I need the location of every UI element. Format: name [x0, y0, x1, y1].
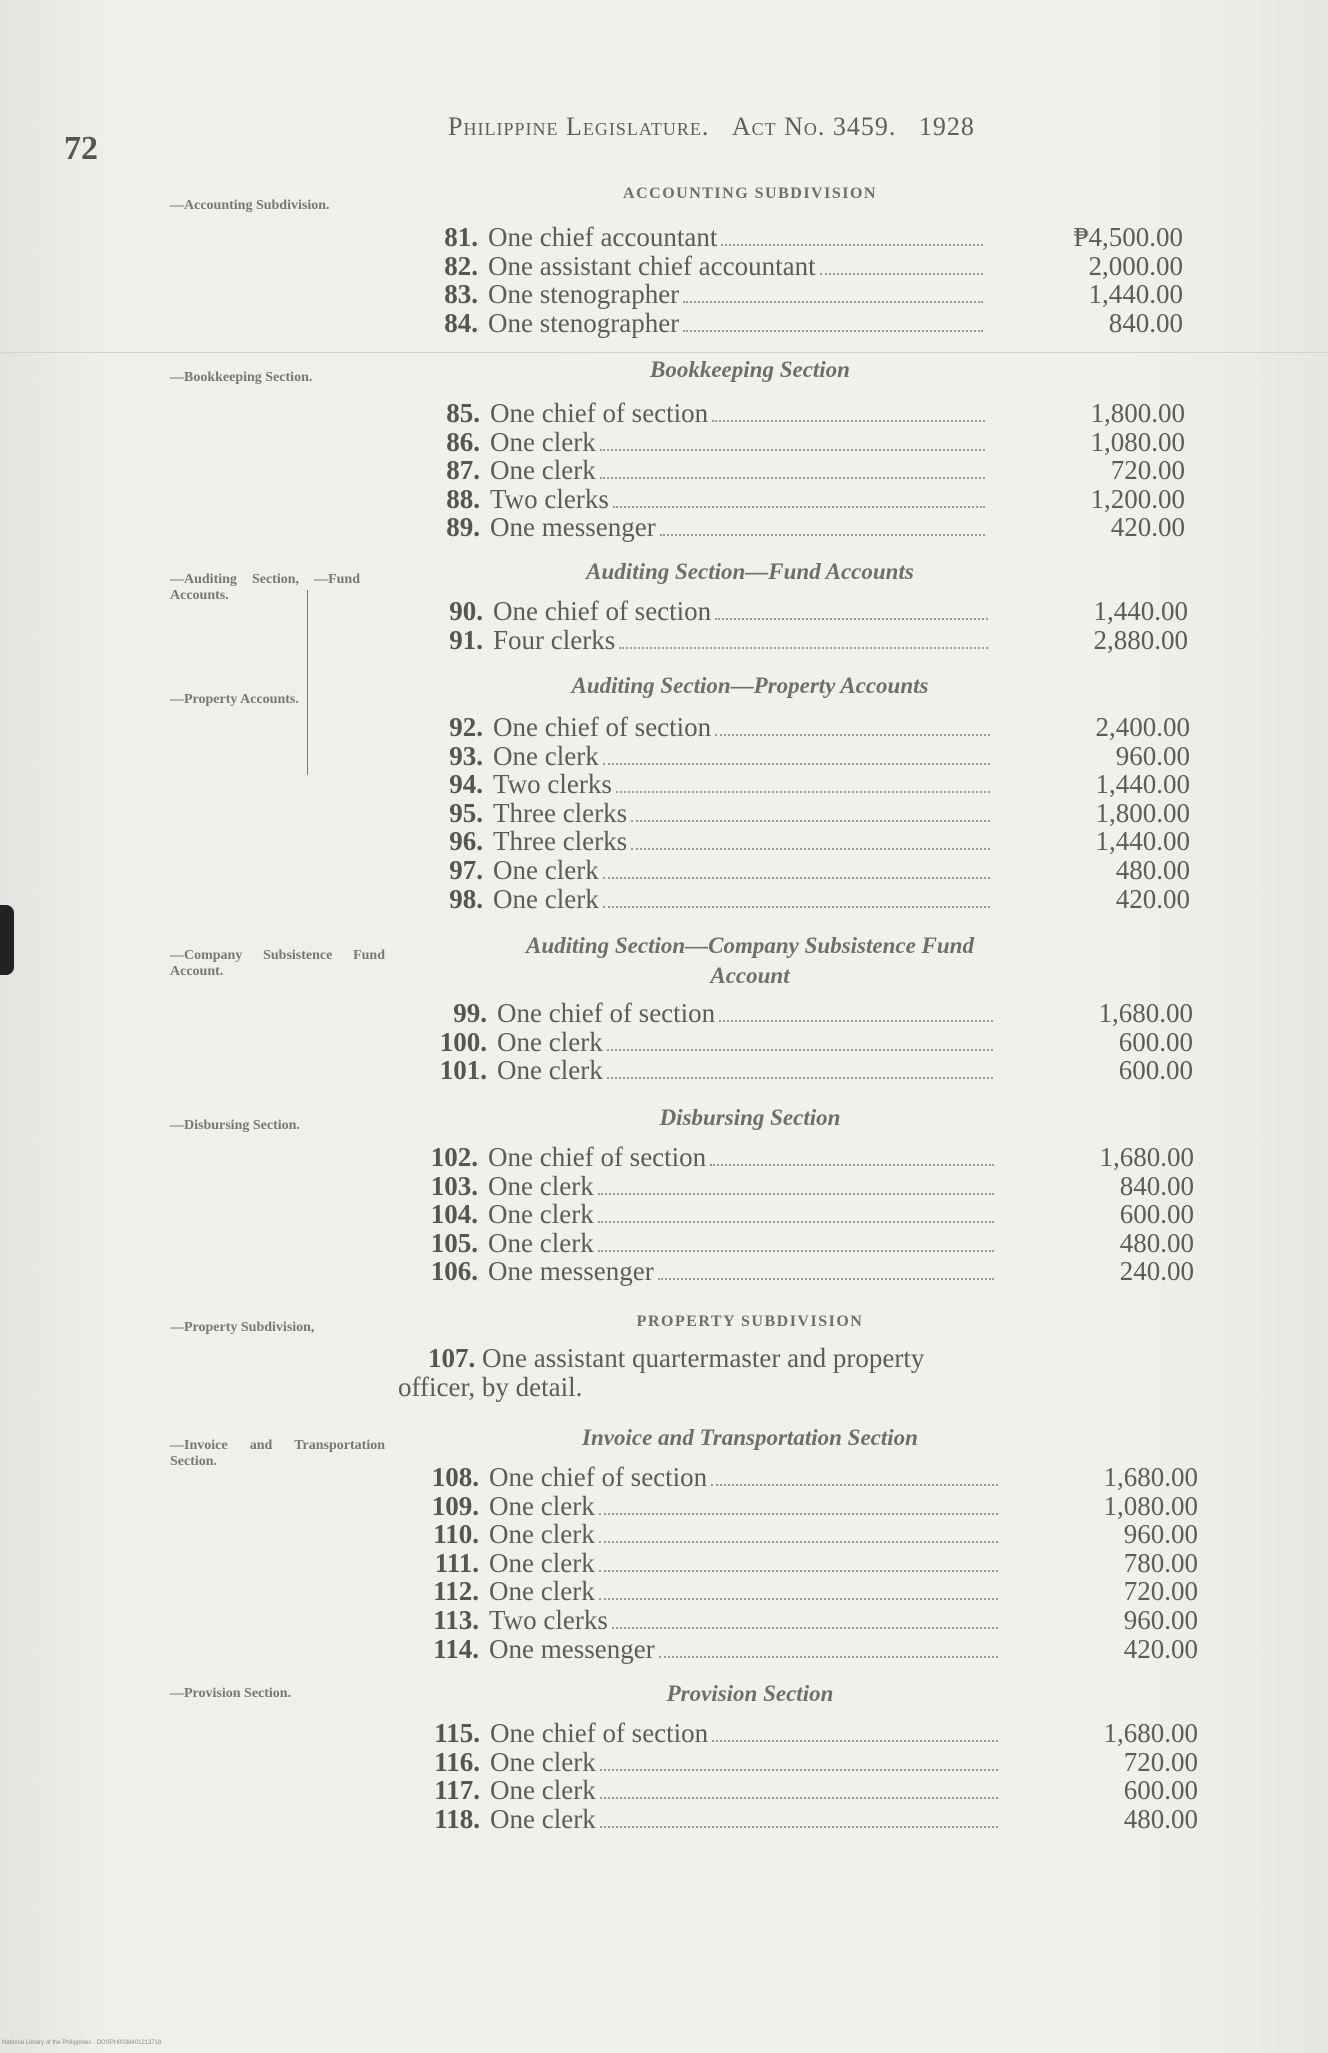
dot-leader — [612, 1605, 998, 1629]
item-amount: 240.00 — [1119, 1256, 1194, 1287]
item-number: 113. — [433, 1605, 479, 1635]
item-description: One clerk — [488, 1227, 594, 1258]
line-item — [432, 1027, 1193, 1056]
line-item — [425, 484, 1185, 513]
section-heading: Auditing Section—Company Subsistence Fund — [526, 933, 974, 958]
item-amount: 2,000.00 — [1088, 250, 1183, 281]
item-number: 99. — [453, 998, 487, 1028]
dot-leader — [820, 251, 983, 275]
dot-leader — [712, 398, 985, 422]
line-item — [423, 1256, 1194, 1285]
item-amount: 960.00 — [1123, 1605, 1198, 1635]
margin-note: —Auditing Section, —Fund Accounts. — [170, 572, 360, 603]
item-number: 86. — [446, 426, 480, 457]
item-description: One clerk — [489, 1490, 595, 1521]
dot-leader — [658, 1256, 994, 1280]
item-number: 101. — [439, 1055, 487, 1086]
item-number: 98. — [449, 883, 483, 914]
dot-leader — [598, 1199, 994, 1223]
item-amount: 600.00 — [1119, 1199, 1194, 1230]
dot-leader — [712, 1718, 998, 1742]
line-item — [428, 826, 1190, 855]
dot-leader — [619, 625, 988, 649]
item-description: Four clerks — [493, 624, 616, 655]
dot-leader — [607, 1055, 993, 1079]
item-description: One clerk — [493, 740, 599, 771]
dot-leader — [599, 1576, 998, 1600]
item-number: 93. — [449, 740, 483, 771]
item-amount: 720.00 — [1110, 455, 1185, 486]
item-description: One clerk — [497, 1055, 603, 1086]
item-description: One clerk — [488, 1199, 594, 1230]
section-heading: Disbursing Section — [659, 1105, 841, 1130]
dot-leader — [710, 1142, 994, 1166]
item-description: One chief of section — [490, 1718, 709, 1748]
item-description: One chief of section — [497, 998, 716, 1028]
item-description: One messenger — [489, 1633, 655, 1664]
section-heading: PROPERTY SUBDIVISION — [636, 1313, 864, 1330]
item-number: 94. — [449, 769, 483, 800]
header-year: 1928 — [918, 112, 975, 141]
item-amount: 1,440.00 — [1095, 826, 1190, 857]
dot-leader — [600, 1804, 998, 1828]
item-amount: 2,880.00 — [1093, 624, 1188, 655]
item-description: One chief of section — [490, 398, 709, 428]
pencil-mark — [307, 590, 308, 775]
item-amount: 1,800.00 — [1090, 398, 1185, 428]
line-item — [428, 884, 1190, 913]
item-amount: 780.00 — [1123, 1547, 1198, 1578]
item-description: One clerk — [490, 426, 596, 457]
item-amount: 840.00 — [1108, 307, 1183, 338]
line-item — [428, 712, 1190, 741]
dot-leader — [660, 512, 985, 536]
section-heading: Invoice and Transportation Section — [582, 1425, 918, 1450]
item-description: One chief of section — [493, 712, 712, 742]
line-item — [428, 625, 1188, 654]
item-number: 84. — [444, 307, 478, 338]
item-number: 100. — [439, 1026, 487, 1057]
dot-leader — [721, 222, 983, 246]
line-item — [428, 798, 1190, 827]
line-item — [424, 1576, 1198, 1605]
margin-note: —Property Accounts. — [170, 692, 299, 707]
item-number: 115. — [434, 1718, 480, 1748]
item-number: 102. — [430, 1142, 478, 1172]
margin-note: —Bookkeeping Section. — [170, 370, 313, 385]
item-amount: 960.00 — [1115, 740, 1190, 771]
item-amount: 600.00 — [1118, 1026, 1193, 1057]
item-number: 89. — [446, 512, 480, 543]
line-item — [424, 1519, 1198, 1548]
item-amount: 480.00 — [1119, 1227, 1194, 1258]
item-amount: 960.00 — [1123, 1519, 1198, 1550]
item-description: One chief accountant — [488, 222, 718, 252]
line-item — [423, 308, 1183, 337]
item-number: 114. — [433, 1633, 479, 1664]
item-number: 87. — [446, 455, 480, 486]
line-item — [425, 1747, 1198, 1776]
header-title: Philippine Legislature. — [448, 112, 710, 141]
item-amount: 840.00 — [1119, 1170, 1194, 1201]
dot-leader — [616, 769, 990, 793]
item-number: 111. — [434, 1547, 479, 1578]
item-number: 85. — [446, 398, 480, 428]
item-number: 88. — [446, 483, 480, 514]
item-amount: 1,440.00 — [1093, 596, 1188, 626]
item-number: 112. — [433, 1576, 479, 1607]
item-description: One chief of section — [488, 1142, 707, 1172]
item-description: One clerk — [493, 855, 599, 885]
header-act: Act No. 3459. — [731, 112, 897, 141]
item-amount: 1,800.00 — [1095, 797, 1190, 828]
dot-leader — [600, 455, 985, 479]
dot-leader — [600, 1775, 998, 1799]
item-number: 91. — [449, 624, 483, 655]
item-number: 82. — [444, 250, 478, 281]
dot-leader — [719, 998, 993, 1022]
item-description: One chief of section — [489, 1462, 708, 1492]
line-item — [424, 1605, 1198, 1634]
dot-leader — [599, 1491, 998, 1515]
section-heading: Provision Section — [666, 1681, 834, 1706]
line-item — [428, 855, 1190, 884]
item-amount: 600.00 — [1123, 1775, 1198, 1806]
item-number: 110. — [433, 1519, 479, 1550]
item-number: 95. — [449, 797, 483, 828]
item-description: Two clerks — [490, 483, 609, 514]
item-amount: 1,200.00 — [1090, 483, 1185, 514]
binding-clip — [0, 905, 14, 975]
section-heading: Bookkeeping Section — [650, 357, 850, 382]
item-description: One clerk — [489, 1519, 595, 1550]
dot-leader — [683, 279, 983, 303]
dot-leader — [600, 1747, 998, 1771]
item-amount: 420.00 — [1110, 512, 1185, 543]
item-number: 90. — [449, 596, 483, 626]
item-amount: 720.00 — [1123, 1576, 1198, 1607]
dot-leader — [598, 1171, 994, 1195]
item-number: 97. — [449, 855, 483, 885]
item-description: Two clerks — [489, 1605, 608, 1635]
item-amount: 420.00 — [1115, 883, 1190, 914]
line-item — [423, 1142, 1194, 1171]
line-item — [423, 1171, 1194, 1200]
dot-leader — [659, 1634, 998, 1658]
line-item — [425, 512, 1185, 541]
line-item — [425, 427, 1185, 456]
dot-leader — [603, 884, 990, 908]
item-description: One clerk — [490, 455, 596, 486]
item-description: One clerk — [490, 1803, 596, 1834]
dot-leader — [613, 484, 985, 508]
margin-note: —Invoice and Transportation Section. — [170, 1438, 385, 1469]
item-number: 104. — [430, 1199, 478, 1230]
item-amount: ₱4,500.00 — [1073, 222, 1183, 252]
dot-leader — [599, 1519, 998, 1543]
item-number: 116. — [434, 1746, 480, 1777]
item-description: One clerk — [489, 1547, 595, 1578]
item-number: 109. — [431, 1490, 479, 1521]
item-amount: 600.00 — [1118, 1055, 1193, 1086]
item-number: 81. — [444, 222, 478, 252]
line-item — [423, 222, 1183, 251]
item-number: 108. — [431, 1462, 479, 1492]
footer-note: National Library of the Philippines · DOSPH0038401213718 — [2, 2040, 162, 2046]
item-number: 106. — [430, 1256, 478, 1287]
item-description: One chief of section — [493, 596, 712, 626]
line-item — [428, 769, 1190, 798]
dot-leader — [598, 1228, 994, 1252]
margin-note: —Accounting Subdivision. — [170, 198, 330, 213]
item-description: Two clerks — [493, 769, 612, 800]
item-description: One assistant quartermaster and property officer, by detail. — [398, 1343, 925, 1402]
line-item — [424, 1634, 1198, 1663]
margin-note: —Disbursing Section. — [170, 1118, 300, 1133]
item-number: 105. — [430, 1227, 478, 1258]
fold-line — [0, 352, 1328, 353]
line-item — [432, 998, 1193, 1027]
line-item — [424, 1462, 1198, 1491]
item-amount: 1,680.00 — [1103, 1718, 1198, 1748]
item-description: One messenger — [488, 1256, 654, 1287]
item-amount: 480.00 — [1115, 855, 1190, 885]
dot-leader — [607, 1027, 993, 1051]
dot-leader — [603, 741, 990, 765]
item-description: One messenger — [490, 512, 656, 543]
dot-leader — [603, 855, 990, 879]
item-number: 103. — [430, 1170, 478, 1201]
item-amount: 720.00 — [1123, 1746, 1198, 1777]
item-amount: 1,680.00 — [1099, 1142, 1194, 1172]
section-heading: Auditing Section—Fund Accounts — [586, 559, 914, 584]
item-description: One assistant chief accountant — [488, 250, 816, 281]
line-item — [425, 1804, 1198, 1833]
dot-leader — [715, 712, 990, 736]
line-item — [423, 1228, 1194, 1257]
dot-leader — [599, 1548, 998, 1572]
item-number: 96. — [449, 826, 483, 857]
dot-leader — [631, 826, 990, 850]
item-description: One clerk — [493, 883, 599, 914]
section-heading: ACCOUNTING SUBDIVISION — [623, 185, 877, 202]
item-description: One clerk — [490, 1746, 596, 1777]
item-amount: 1,080.00 — [1090, 426, 1185, 457]
item-amount: 1,680.00 — [1103, 1462, 1198, 1492]
dot-leader — [683, 308, 983, 332]
item-amount: 1,440.00 — [1095, 769, 1190, 800]
section-heading: Auditing Section—Property Accounts — [571, 673, 929, 698]
page-number: 72 — [64, 130, 98, 167]
item-number: 107. — [428, 1343, 476, 1373]
item-amount: 2,400.00 — [1095, 712, 1190, 742]
item-description: Three clerks — [493, 826, 628, 857]
line-item — [424, 1491, 1198, 1520]
item-description: One clerk — [489, 1576, 595, 1607]
item-amount: 480.00 — [1123, 1803, 1198, 1834]
margin-note: —Company Subsistence Fund Account. — [170, 948, 385, 979]
item-description: One stenographer — [488, 307, 680, 338]
item-number: 117. — [434, 1775, 480, 1806]
line-item — [428, 596, 1188, 625]
item-amount: 1,080.00 — [1103, 1490, 1198, 1521]
item-number: 83. — [444, 279, 478, 310]
item-description: One clerk — [488, 1170, 594, 1201]
running-header — [448, 112, 975, 142]
item-description: One clerk — [490, 1775, 596, 1806]
line-item — [425, 1718, 1198, 1747]
line-item — [428, 741, 1190, 770]
item-amount: 1,680.00 — [1098, 998, 1193, 1028]
dot-leader — [631, 798, 990, 822]
dot-leader — [715, 596, 988, 620]
item-amount: 420.00 — [1123, 1633, 1198, 1664]
paragraph-item-107 — [398, 1344, 998, 1402]
margin-note: —Property Subdivision, — [170, 1320, 315, 1335]
item-description: Three clerks — [493, 797, 628, 828]
line-item — [424, 1548, 1198, 1577]
item-description: One clerk — [497, 1026, 603, 1057]
item-number: 92. — [449, 712, 483, 742]
line-item — [425, 398, 1185, 427]
line-item — [432, 1055, 1193, 1084]
line-item — [423, 279, 1183, 308]
margin-note: —Provision Section. — [170, 1686, 292, 1701]
line-item — [423, 251, 1183, 280]
line-item — [423, 1199, 1194, 1228]
section-heading-cont: Account — [710, 963, 790, 988]
line-item — [425, 455, 1185, 484]
dot-leader — [711, 1462, 998, 1486]
dot-leader — [600, 427, 985, 451]
item-amount: 1,440.00 — [1088, 279, 1183, 310]
item-description: One stenographer — [488, 279, 680, 310]
item-number: 118. — [434, 1803, 480, 1834]
line-item — [425, 1775, 1198, 1804]
